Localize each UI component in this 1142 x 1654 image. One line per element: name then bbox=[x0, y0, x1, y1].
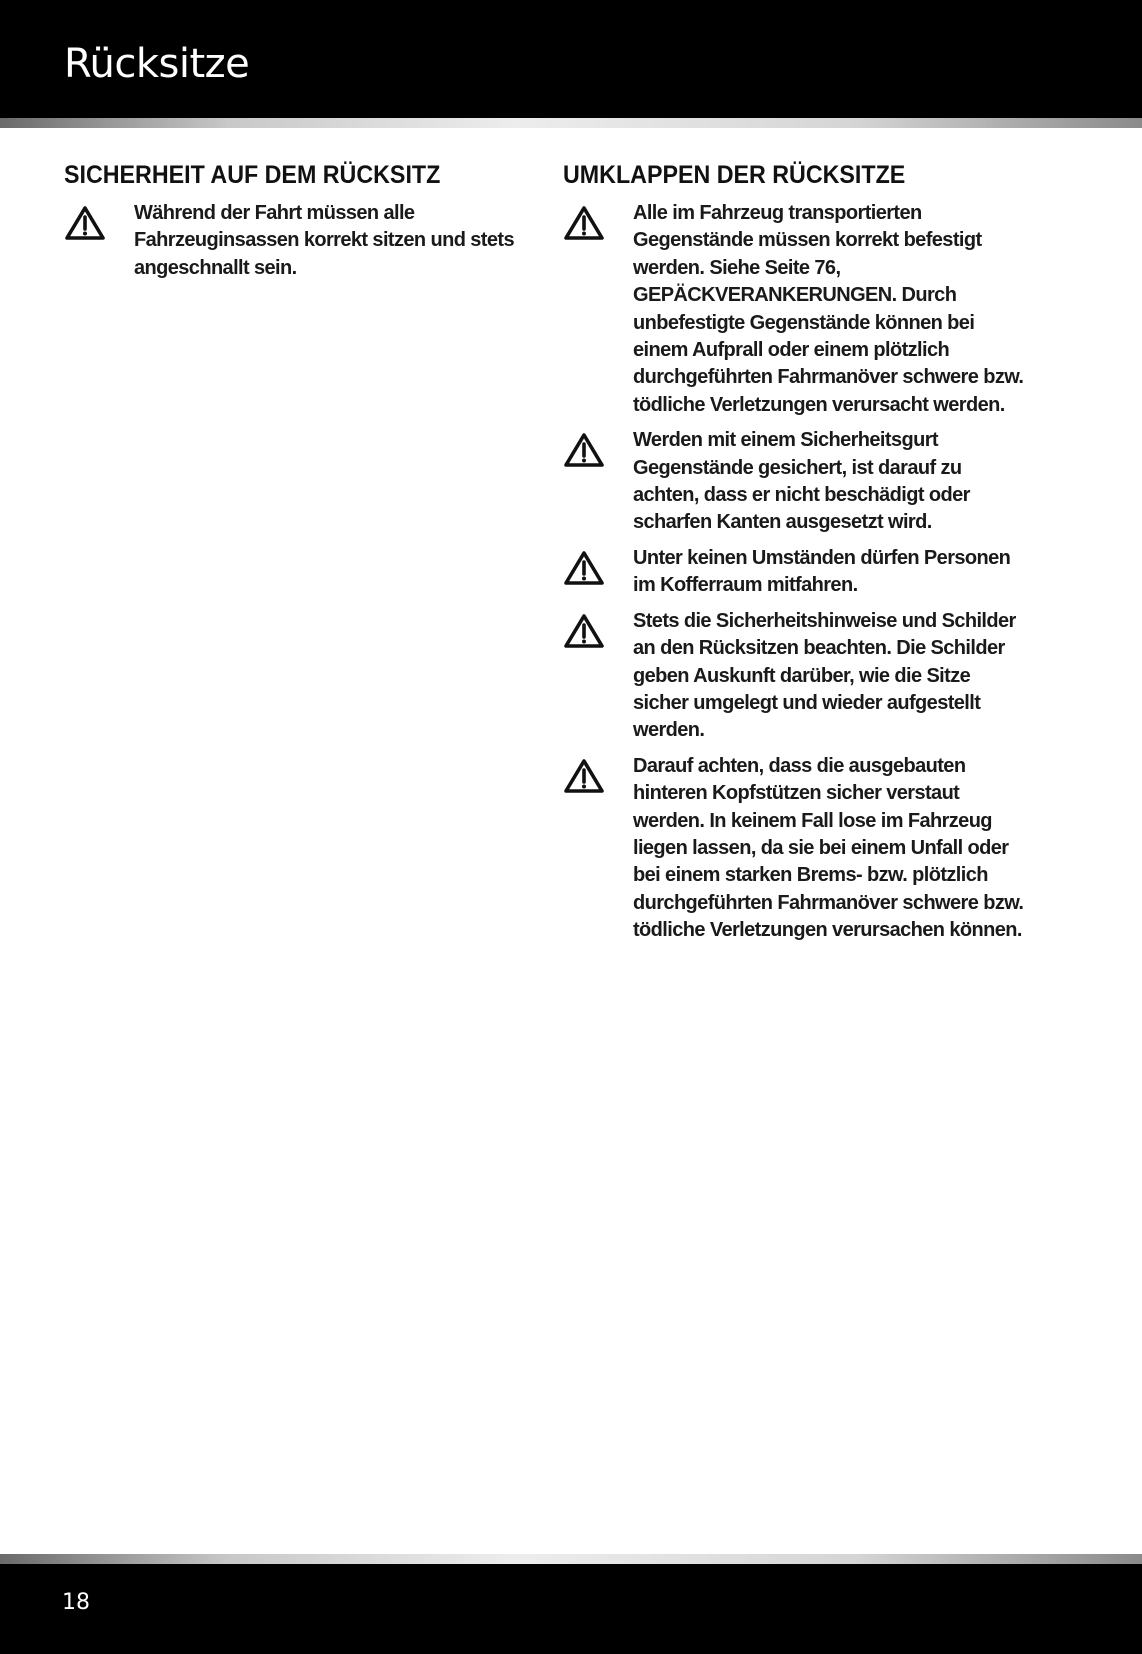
warning-text: Unter keinen Umständen dürfen Personen im Kofferraum mitfahren. bbox=[633, 546, 1011, 597]
warning-item bbox=[563, 545, 1028, 600]
warning-item bbox=[563, 608, 1028, 745]
section-title-folding-rear-seats: UMKLAPPEN DER RÜCKSITZE bbox=[563, 161, 906, 189]
warning-triangle-icon bbox=[563, 549, 605, 587]
warning-triangle-icon bbox=[563, 431, 605, 469]
warning-text: Alle im Fahrzeug transportierten Gegenstände müssen korrekt befestigt werden. Siehe Seite 76, GEPÄCKVERANKERUNGEN. Durch unbefestigte Gegenstände können bei einem Aufprall oder einem plötzlich durchgeführten Fahrmanöver schwere bzw. tödliche Verletzungen verursacht werden. bbox=[633, 202, 1024, 416]
page-header bbox=[0, 0, 1142, 118]
warning-text: Während der Fahrt müssen alle Fahrzeuginsassen korrekt sitzen und stets angeschnallt sein. bbox=[134, 202, 514, 279]
footer-divider bbox=[0, 1554, 1142, 1564]
warning-triangle-icon bbox=[563, 612, 605, 650]
warning-text: Darauf achten, dass die ausgebauten hinteren Kopfstützen sicher verstaut werden. In keinem Fall lose im Fahrzeug liegen lassen, da sie bei einem Unfall oder bei einem starken Brems- bzw. plötzlich durchgeführten Fahrmanöver schwere bzw. tödliche Verletzungen verursachen können. bbox=[633, 754, 1024, 942]
warning-item bbox=[563, 427, 1028, 537]
warning-triangle-icon bbox=[563, 204, 605, 242]
page-number: 18 bbox=[62, 1590, 90, 1615]
right-column bbox=[563, 158, 1028, 953]
header-divider bbox=[0, 118, 1142, 128]
warning-text: Stets die Sicherheitshinweise und Schilder an den Rücksitzen beachten. Die Schilder geben Auskunft darüber, wie die Sitze sicher umgelegt und wieder aufgestellt werden. bbox=[633, 609, 1016, 742]
warning-item bbox=[563, 753, 1028, 945]
warning-item bbox=[563, 200, 1028, 419]
warning-item bbox=[64, 200, 514, 282]
warning-text: Werden mit einem Sicherheitsgurt Gegenstände gesichert, ist darauf zu achten, dass er nicht beschädigt oder scharfen Kanten ausgesetzt wird. bbox=[633, 429, 970, 534]
left-column bbox=[64, 158, 514, 290]
warning-triangle-icon bbox=[563, 757, 605, 795]
section-title-rear-seat-safety: SICHERHEIT AUF DEM RÜCKSITZ bbox=[64, 161, 441, 189]
warning-triangle-icon bbox=[64, 204, 106, 242]
page-title: Rücksitze bbox=[64, 41, 250, 87]
page-footer bbox=[0, 1564, 1142, 1654]
